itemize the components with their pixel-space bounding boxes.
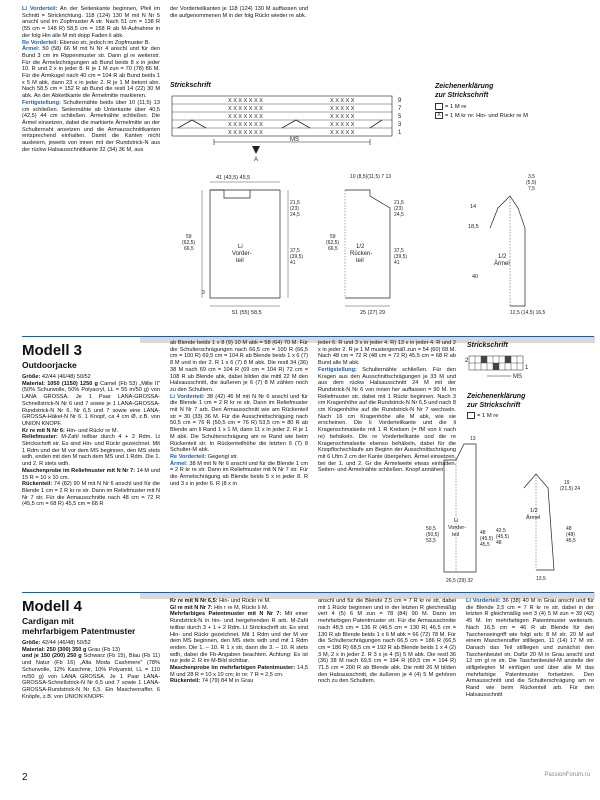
paragraph-text: 42/44 (46/48) 50/52 [40, 640, 91, 646]
modell4-subtitle: Cardigan mit mehrfarbigem Patentmuster [22, 616, 136, 636]
top-legend-title: Zeichenerklärung zur Strickschrift [435, 83, 494, 99]
top-chart-row-3: 3 [398, 122, 402, 128]
paragraph [22, 434, 160, 468]
svg-text:X X X X X: X X X X X [330, 130, 355, 136]
paragraph-heading: Kr re mit N Nr 6,5: [170, 598, 218, 604]
top-sch-a-59: 59 (62,5) 66,5 [182, 234, 196, 252]
paragraph-heading: und je 150 (200) 250 g [22, 653, 82, 660]
top-sch-c-18: 18,5 [468, 224, 479, 230]
top-sch-c-bottom: 12,5 (14,5) 16,5 [510, 310, 546, 316]
top-chart-a: A [254, 157, 259, 162]
svg-text:X X X X X X X: X X X X X X X [228, 106, 263, 112]
modell3-sch-b-48: 48 (48) 45,5 [566, 526, 576, 544]
top-sch-b-37: 37,5 (39,5) 41 [394, 248, 408, 266]
paragraph-heading: Gl re mit N Nr 7: [170, 604, 213, 611]
modell4-col1 [22, 640, 160, 700]
paragraph [22, 647, 160, 654]
top-sch-b-bottom: 25 (27) 29 [360, 310, 386, 316]
legend-item [467, 412, 498, 421]
paragraph [22, 468, 160, 481]
paragraph-heading: Li Vorderteil: [22, 6, 58, 12]
paragraph [170, 605, 308, 612]
modell3-chart-row-1: 1 [525, 365, 529, 371]
modell3-sch-a-48: 48 (45,5) 45,5 [480, 530, 494, 548]
top-sch-a-bottom: 51 (55) 58,5 [232, 310, 262, 316]
modell3-col1 [22, 374, 160, 508]
page-number: 2 [22, 772, 28, 783]
modell3-sch-a-bottom: 26,5 (29) 32 [446, 578, 473, 584]
paragraph-text: 74 (82) 90 M mit N Nr 6 anschl und für die Blende 1 cm = 2 R kr re str. Dann im Reliefmuster mit N Nr 7 str. Für die Armausschnitte nach 48 cm = 72 R (45,5 cm = 68 R) 45,5 cm = 68 R [22, 481, 160, 508]
top-schematic [180, 168, 595, 318]
top-chart-row-7: 7 [398, 106, 402, 112]
modell4-rule [22, 592, 594, 593]
legend-symbol: X [435, 112, 443, 119]
modell3-title: Modell 3 [22, 342, 83, 359]
paragraph [466, 598, 594, 699]
modell3-sch-b-label: 1/2 Ärmel [526, 508, 541, 521]
paragraph-heading: Größe: [22, 640, 41, 646]
top-sch-c-14: 14 [470, 204, 477, 210]
top-sch-c-top: 3,5 (5,5) 7,5 [526, 174, 537, 192]
paragraph-heading: Maschenprobe im Reliefmuster mit N Nr 7: [22, 467, 136, 474]
legend-symbol [435, 103, 443, 110]
svg-text:X X X X X X X: X X X X X X X [228, 122, 263, 128]
paragraph-text: Schulternähte beids über 10 (11,5) 13 cm schließen. Seitennähte ab Unterkante über 40,5 (42,5) 44 cm schließen. Ärmelnähte schließen. Die Ärmel einsetzen, dabei die markierte Ärmelmitte an der Schulternaht ansetzen und die Armausschnittkanten entsprechend einhalten. Damit die Kanten nicht ausleiern, jeweils von innen mit der Rundstrick-N aus der rückw Halsausschnittkante 32 (34) 36 M, aus [22, 99, 160, 153]
paragraph-text: 74 (79) 84 M in Grau [200, 678, 254, 685]
paragraph-text: 42/44 (46/48) 50/52 [40, 374, 91, 380]
paragraph-text: jeder 6. R und 3 x in jeder 4. R) 13 x in jeder 4. R und 2 x in jeder 2. R je 1 M mustergemäß zun = 54 (60) 68 M. Nach 48 cm = 72 R (48 cm = 72 R) 45,5 cm = 68 R ab Bund alle M abk. [318, 340, 456, 367]
modell4-col4 [466, 598, 594, 699]
paragraph [170, 598, 308, 605]
top-legend [435, 103, 528, 120]
top-chart-row-5: 5 [398, 114, 402, 120]
paragraph-text: 38 M mit N Nr 6 anschl und für die Blende 1 cm = 2 R kr re str. Dann im Reliefmuster mit N Nr 7 str. Für die Ärmelschrägung ab Blende beids 5 x in jeder 8. R und 3 x in jeder 6. R (8 x in [170, 460, 308, 487]
paragraph-heading: Kr re mit N Nr 6: [22, 427, 65, 434]
paragraph-text: Schulternähte schließen. Für den Kragen aus den Ausschnittschrägungen je 33 M und aus dem rückw Halsausschnitt 24 M mit der Rundstrick-N Nr 6 von innen her auffassen = 90 M. Im Reliefmuster str, dabei mit 1 Rückr beginnen. Nach 3 cm Kragenhöhe auf die Rundstrick-N Nr 6,5 und nach 8 cm Kragenhöhe auf die Rundstrick-N Nr 7 wechseln. Nach 16 cm Kragenhöhe alle M abk, wie sie erscheinen. Die li Vorderteilkante und die li Kragenschmalseite mit 1 R Krebsm (= fM von li nach re) behäkeln. Die re Vorderteilkante und die re Kragenschmalseite ebenso behäkeln, dabei für die Knopflochschlaufe am Beginn der Ausschnittschrägung mit 6 Lftm 2 cm der Kante übergehen. Ärmel einsetzen, bei der 1. und 2. Gr die Ärmelweite etwas einhalten. Seiten- und Ärmelnähte schließen. Knopf annähen. [318, 366, 456, 474]
modell3-rule [22, 336, 594, 337]
modell3-col2: ab Blende beids 1 x 8 (9) 10 M abk = 58 (64) 70 M. Für die Schulterschrägungen nach 66,5 cm = 100 R (66,5 cm = 100 R) 69,5 cm = 104 R ab Blende beids 1 x 6 (7) 8 M und in der 2. R 1 x 6 (7) 8 M abk. Die restl 34 (36) 38 M nach 69 cm = 104 R (69 cm = 104 R) 72 cm = 108 R ab Blende abk, dabei bilden die mittl 22 M den Halsausschnitt, die äußeren je 6 (7) 8 M zählen noch zu den Schultern. Li Vorderteil: 38 (42) 46 M mit N Nr 6 anschl und für die Blende 1 cm = 2 R kr re str. Dann im Reliefmuster mit N Nr 7 arb. Den Armausschnitt wie am Rückenteil str = 30 (33) 36 M. Für die Ausschnittschrägung nach 50,5 cm = 76 R (50,5 cm = 76 R) 53,5 cm = 80 R ab Blende am li Rand 1 x 1 M, dann 11 x in jeder 2. R je 1 M abk. Die Schulterschrägung am re Rand wie beim Rückenteil str. In Rückenteilhöhe die letzten 6 (7) 8 Schulter-M abk. Re Vorderteil: Gegengl str. Ärmel: 38 M mit N Nr 6 anschl und für die Blende 1 cm = 2 R kr re str. Dann im Reliefmuster mit N Nr 7 str. Für die Ärmelschrägung ab Blende beids 5 x in jeder 8. R und 3 x in jeder 6. R (8 x in [170, 340, 308, 487]
legend-symbol [467, 412, 475, 419]
paragraph-text: 14 M und 15 R = 10 x 10 cm. [22, 467, 160, 481]
paragraph-heading: Fertigstellung: [22, 99, 61, 106]
paragraph [170, 665, 308, 678]
modell3-chart-ms: MS [513, 374, 522, 380]
modell4-title: Modell 4 [22, 598, 83, 615]
paragraph-heading: Maschenprobe im mehrfarbigen Patentmuster: [170, 665, 296, 672]
modell3-sch-a-50: 50,5 (50,5) 53,5 [426, 526, 440, 544]
top-text-col2: der Vorderteilkanten je 118 (124) 130 M auffassen und die aufgenommenen M in der folg Rückr wieder re abk. [170, 6, 308, 19]
watermark: PassionForum.ru [544, 772, 590, 778]
top-sch-a-top: 41 (43,5) 45,5 [216, 175, 251, 181]
svg-text:X X X X X: X X X X X [330, 114, 355, 120]
paragraph-heading: Re Vorderteil: [170, 453, 207, 460]
modell3-legend-title: Zeichenerklärung zur Strickschrift [467, 393, 526, 409]
top-sch-b-59: 59 (62,5) 66,5 [326, 234, 340, 252]
paragraph-heading: Material: 250 (300) 350 g [22, 646, 87, 653]
top-sch-a-3: 3 [202, 290, 205, 296]
paragraph [170, 678, 308, 685]
modell3-sch-a-top: 13 [470, 436, 476, 442]
modell4-col2 [170, 598, 308, 685]
paragraph-heading: Größe: [22, 374, 41, 380]
legend-text: = 1 M re [445, 104, 467, 111]
paragraph-heading: Material: 1050 (1150) 1250 g [22, 380, 98, 387]
top-sch-a-37: 37,5 (39,5) 41 [290, 248, 304, 266]
paragraph [22, 374, 160, 381]
paragraph-heading: Li Vorderteil: [170, 393, 205, 400]
modell3-col2b [170, 394, 308, 488]
paragraph-heading: Rückenteil: [170, 678, 201, 685]
top-chart-title: Strickschrift [170, 82, 211, 89]
top-chart-row-9: 9 [398, 98, 402, 104]
modell3-sch-a-label: Li Vorder-teil [448, 518, 467, 538]
paragraph [22, 100, 160, 154]
modell3-knitting-chart [465, 352, 545, 386]
top-chart-row-1: 1 [398, 130, 402, 136]
paragraph-heading: Reliefmuster: [22, 434, 58, 441]
paragraph [22, 6, 160, 40]
svg-text:X X X X X X X: X X X X X X X [228, 130, 263, 136]
svg-text:X X X X X: X X X X X [330, 98, 355, 104]
paragraph [318, 340, 456, 367]
svg-text:X X X X X: X X X X X [330, 106, 355, 112]
top-knitting-chart [170, 92, 415, 162]
paragraph [22, 653, 160, 700]
paragraph-heading: Mehrfarbiges Patentmuster mit N Nr 7: [170, 611, 282, 618]
modell3-sch-b-bottom: 13,5 [536, 576, 546, 582]
svg-text:X X X X X X X: X X X X X X X [228, 98, 263, 104]
paragraph [22, 381, 160, 428]
paragraph [22, 46, 160, 100]
paragraph-text: 36 (38) 40 M in Grau anschl und für die Blende 2,5 cm = 7 R kr re str, dabei in der letzten R gleichmäßig vert 3 (4) 5 M zun = 39 (42) 45 M. Im mehrfarbigen Patentmuster weiterarb. Nach 16,5 cm = 46 R ab Blende für den Taschenseingriff wie folgt arb: 8 M str, 20 M auf einem Maschenraffer stilllegen, 11 (14) 17 M str. Danach das Teil stilllegen und zunächst den Taschenbeutel str. Dafür 20 M in Grau anschl und 12 cm gl re str. Die Taschenbeutel-M anstelle der stillgelegten M einfügen und über alle M das mehrfarbige Patentmuster fortsetzen. Den Armausschnitt und die Schulterschrägung am re Rand wie beim Rückenteil arb. Für den Halsausschnitt [466, 598, 594, 698]
modell3-sch-b-top: 19 (21,5) 24 [560, 480, 581, 492]
svg-text:X X X X X X X: X X X X X X X [228, 114, 263, 120]
top-sch-b-top: 10 (8,5)(11,5) 7 13 [350, 174, 392, 180]
paragraph-text: Camel (Fb 53) „Mille II" (50% Schurwolle, 50% Polyacryl, LL = 55 m/50 g) von LANA GROSSA. Je 1 Paar LANA-GROSSA-Schnellstrick-N Nr 6 und 7 sowie je 1 LANA-GROSSA-Rundstrick-N Nr 6. Nr 6,5 und 7 sowie eine LANA-GROSSA-Häkel-N Nr 6. 1 Knopf, ca 4 cm Ø, z.B. von UNION KNOPF. [22, 380, 160, 427]
paragraph-heading: Ärmel: [22, 46, 40, 53]
paragraph-text: 38 (42) 46 M mit N Nr 6 anschl und für die Blende 1 cm = 2 R kr re str. Dann im Reliefmuster mit N Nr 7 arb. Den Armausschnitt wie am Rückenteil str = 30 (33) 36 M. Für die Ausschnittschrägung nach 50,5 cm = 76 R (50,5 cm = 76 R) 53,5 cm = 80 R ab Blende am li Rand 1 x 1 M, dann 11 x in jeder 2. R je 1 M abk. Die Schulterschrägung am re Rand wie beim Rückenteil str. In Rückenteilhöhe die letzten 6 (7) 8 Schulter-M abk. [170, 393, 308, 454]
modell3-sch-a-42: 42,5 (45,5) 48 [496, 528, 510, 546]
paragraph-text: Mit einer Rundstrick-N in hin- und hergehenden R arb. M-Zahl teilbar durch 3 + 1 + 2 Rdm. Lt Strickschrift str. Es sind Hin- und Rückr gezeichnet. Mit 1 Rdm und der M vor dem MS beginnen, den MS stets wdh und mit 1 Rdm enden. Die 1. – 10. R 1 x str, dann die 3. – 10. R stets wdh, dabei die Fb-Angaben beachten. Achtung: Es ist nur jede 2. R im M-Bild sichtbar. [170, 611, 308, 665]
paragraph-text: Hin- und Rückr re M. [64, 427, 119, 434]
modell3-schematic [426, 430, 596, 585]
paragraph-text: Ebenso str, jedoch im Zopfmuster B. [58, 39, 150, 46]
paragraph-text: Grau (Fb 13) [86, 646, 120, 653]
paragraph-heading: Li Vorderteil: [466, 598, 501, 604]
top-sch-c-label: 1/2 Ärmel [494, 254, 510, 267]
svg-text:X X X X X: X X X X X [330, 122, 355, 128]
paragraph-text: Gegengl str. [206, 453, 238, 460]
paragraph [22, 428, 160, 435]
top-text-col1 [22, 6, 160, 153]
paragraph-text: Hin r re M, Rückr li M. [212, 604, 269, 611]
top-sch-a-21: 21,5 (23) 24,5 [290, 200, 300, 218]
paragraph-text: M-Zahl teilbar durch 4 + 2 Rdm. Lt Strickschrift str. Es sind Hin- und Rückr gezeichnet. Mit 1 Rdm und der M vor dem MS beginnen, den MS stets wdh, enden mit den M nach dem MS und 1 Rdm. Die 1. und 2. R stets wdh. [22, 434, 160, 468]
paragraph [170, 454, 308, 461]
paragraph [170, 461, 308, 488]
top-chart-ms: MS [290, 137, 299, 143]
legend-item [435, 112, 528, 121]
top-sch-a-label: Li Vorder-teil [232, 244, 252, 264]
paragraph-heading: Fertigstellung: [318, 366, 357, 373]
paragraph-heading: Ärmel: [170, 460, 188, 467]
legend-text: = 1 M kr re: Hin- und Rückr re M [445, 112, 528, 119]
top-sch-b-label: 1/2 Rücken-teil [350, 244, 373, 264]
paragraph-heading: Re Vorderteil: [22, 39, 59, 46]
legend-text: = 1 M re [477, 413, 499, 420]
paragraph-heading: Rückenteil: [22, 481, 53, 488]
paragraph-text: 14,5 M und 28 R = 10 x 10 cm; kr re: 7 R = 2,5 cm. [170, 665, 308, 678]
paragraph [22, 640, 160, 647]
modell3-legend [467, 412, 498, 421]
modell3-chart-row-2: 2 [465, 358, 469, 364]
paragraph [22, 481, 160, 508]
top-sch-c-40: 40 [472, 274, 479, 280]
paragraph-text: 50 (58) 66 M mit N Nr 4 anschl und für den Bund 3 cm im Rippenmuster str. Dann gl re weiterstr. Für die Ärmelschrägungen ab Bund beids 8 x in jeder 10. R und 2 x in jeder 8. R je 1 M zun = 70 (78) 86 M. Für die Armkugel nach 40 cm = 104 R ab Bund beids 1 x 5 M abk, dann 23 x in jeder 2. R je 1 M betont abn. Nach 58,5 cm = 152 R ab Bund die restl 14 (22) 30 M abk. An der Abkettkante die Ärmelmitte markieren. [22, 46, 160, 100]
modell3-chart-title: Strickschrift [467, 342, 508, 349]
top-sch-b-21: 21,5 (23) 24,5 [394, 200, 404, 218]
paragraph-text: Schwarz (Fb 15), Blau (Fb 11) und Natur (Fb 16) „Alta Moda Cashmere" (78% Schurwolle, 12% Kaschmir, 10% Polyamid, LL = 110 m/50 g) von LANA GROSSA. Je 1 Paar LANA-GROSSA-Schnellstrick-N Nr 6,5 und 7 sowie 1 LANA-GROSSA-Rundstrick-N Nr 6,5. Ein Maschenraffer. 6 Knöpfe, z.B. von UNION KNOPF. [22, 653, 161, 700]
legend-item [435, 103, 528, 112]
modell3-subtitle: Outdoorjacke [22, 360, 77, 370]
paragraph-text: Hin- und Rückr re M. [217, 598, 271, 604]
paragraph [170, 611, 308, 665]
paragraph-text: An der Seitenkante beginnen, Pfeil im Schnitt = Strickrichtung. 118 (124) 130 M mit N Nr 5 anschl und im Zopfmuster A str. Nach 51 cm = 138 R (55 cm = 148 R) 58,5 cm = 158 R ab M-Aufnahme in der folg Hin alle M mit dopp Faden li abk. [22, 6, 160, 39]
modell4-col3: anschl und für die Blende 2,5 cm = 7 R kr re str, dabei mit 1 Rückr beginnen und in der letzten R gleichmäßig vert 4 (5) 6 M zun = 78 (84) 90 M. Dann im mehrfarbigen Patentmuster str. Für die Armausschnitte nach 48,5 cm = 136 R (46,5 cm = 130 R) 46,5 cm = 130 R ab Blende beids 1 x 6 M abk = 66 (72) 78 M. Für die Schulterschrägungen nach 66,5 cm = 186 R (66,5 cm = 186 R) 68,5 cm = 192 R ab Blende beids 1 x 4 (2) 3 M, 2 x in jeder 2. R 3 x je 4 (5) 5 M abk. Die restl 36 (36) 38 M nach 69,5 cm = 194 R (69,5 cm = 194 R) 71,5 cm = 200 R ab Blende abk. Die mittl 26 M bilden den Halsausschnitt, die äußeren je 4 (4) 5 M gehören noch zu den Schultern. [318, 598, 456, 685]
paragraph [170, 394, 308, 454]
